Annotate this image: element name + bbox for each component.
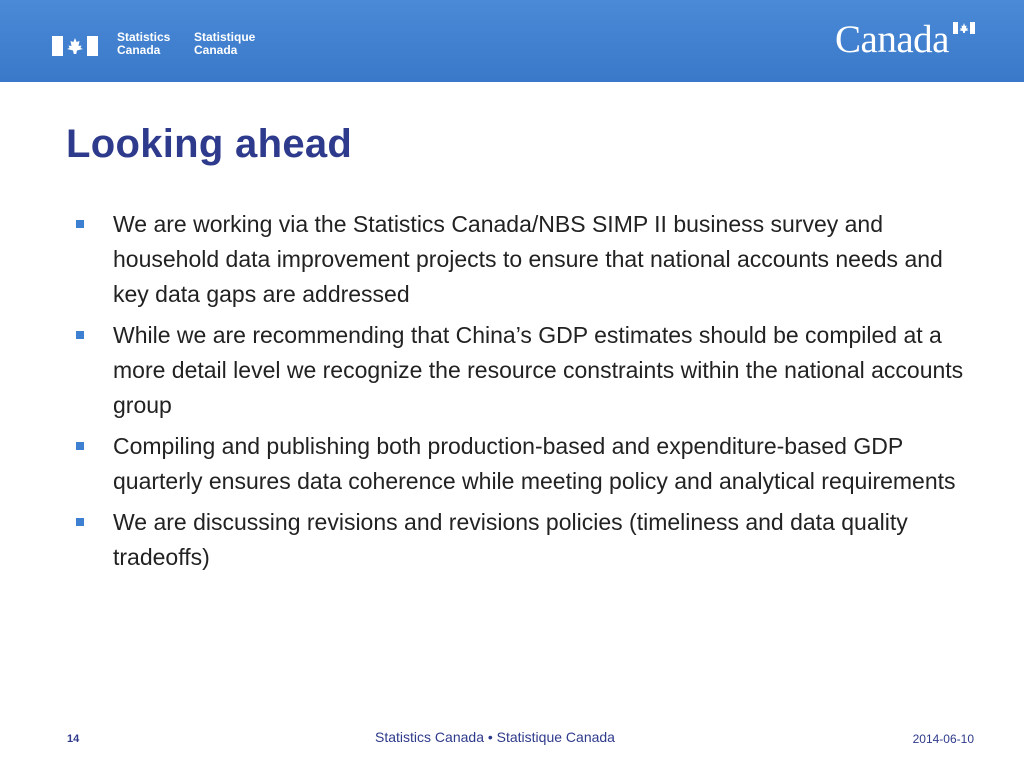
wordmark-fr-line-2: Canada [194, 43, 238, 57]
wordmark-en-line-1: Statistics [117, 30, 171, 44]
wordmark-fr-line-1: Statistique [194, 30, 256, 44]
canada-flag-icon [52, 36, 98, 56]
bullet-item [74, 318, 974, 423]
square-bullet-icon [76, 331, 84, 339]
square-bullet-icon [76, 518, 84, 526]
bullet-text: While we are recommending that China’s GDP estimates should be compiled at a more detail level we recognize the resource constraints within the national accounts group [113, 322, 964, 418]
header-banner [0, 0, 1024, 82]
footer-date: 2014-06-10 [912, 732, 974, 746]
canada-wordmark-flag-icon [953, 22, 975, 34]
bullet-item [74, 505, 974, 575]
wordmark-en-line-2: Canada [117, 43, 161, 57]
canada-wordmark-logo [835, 20, 975, 60]
bullet-item [74, 429, 974, 499]
square-bullet-icon [76, 220, 84, 228]
bullet-text: Compiling and publishing both production-based and expenditure-based GDP quarterly ensures data coherence while meeting policy and analytical requirements [113, 433, 956, 494]
bullet-item [74, 207, 974, 312]
page-number: 14 [67, 733, 80, 745]
wordmark-french [194, 31, 255, 57]
canada-logo-text: Canada [835, 18, 949, 61]
slide-title: Looking ahead [66, 122, 353, 166]
bullet-list [74, 207, 974, 581]
bullet-text: We are discussing revisions and revisions policies (timeliness and data quality tradeoffs) [113, 509, 908, 570]
wordmark-english [117, 31, 170, 57]
footer-agency-name: Statistics Canada • Statistique Canada [375, 729, 615, 745]
square-bullet-icon [76, 442, 84, 450]
bullet-text: We are working via the Statistics Canada/NBS SIMP II business survey and household data improvement projects to ensure that national accounts needs and key data gaps are addressed [113, 211, 943, 307]
